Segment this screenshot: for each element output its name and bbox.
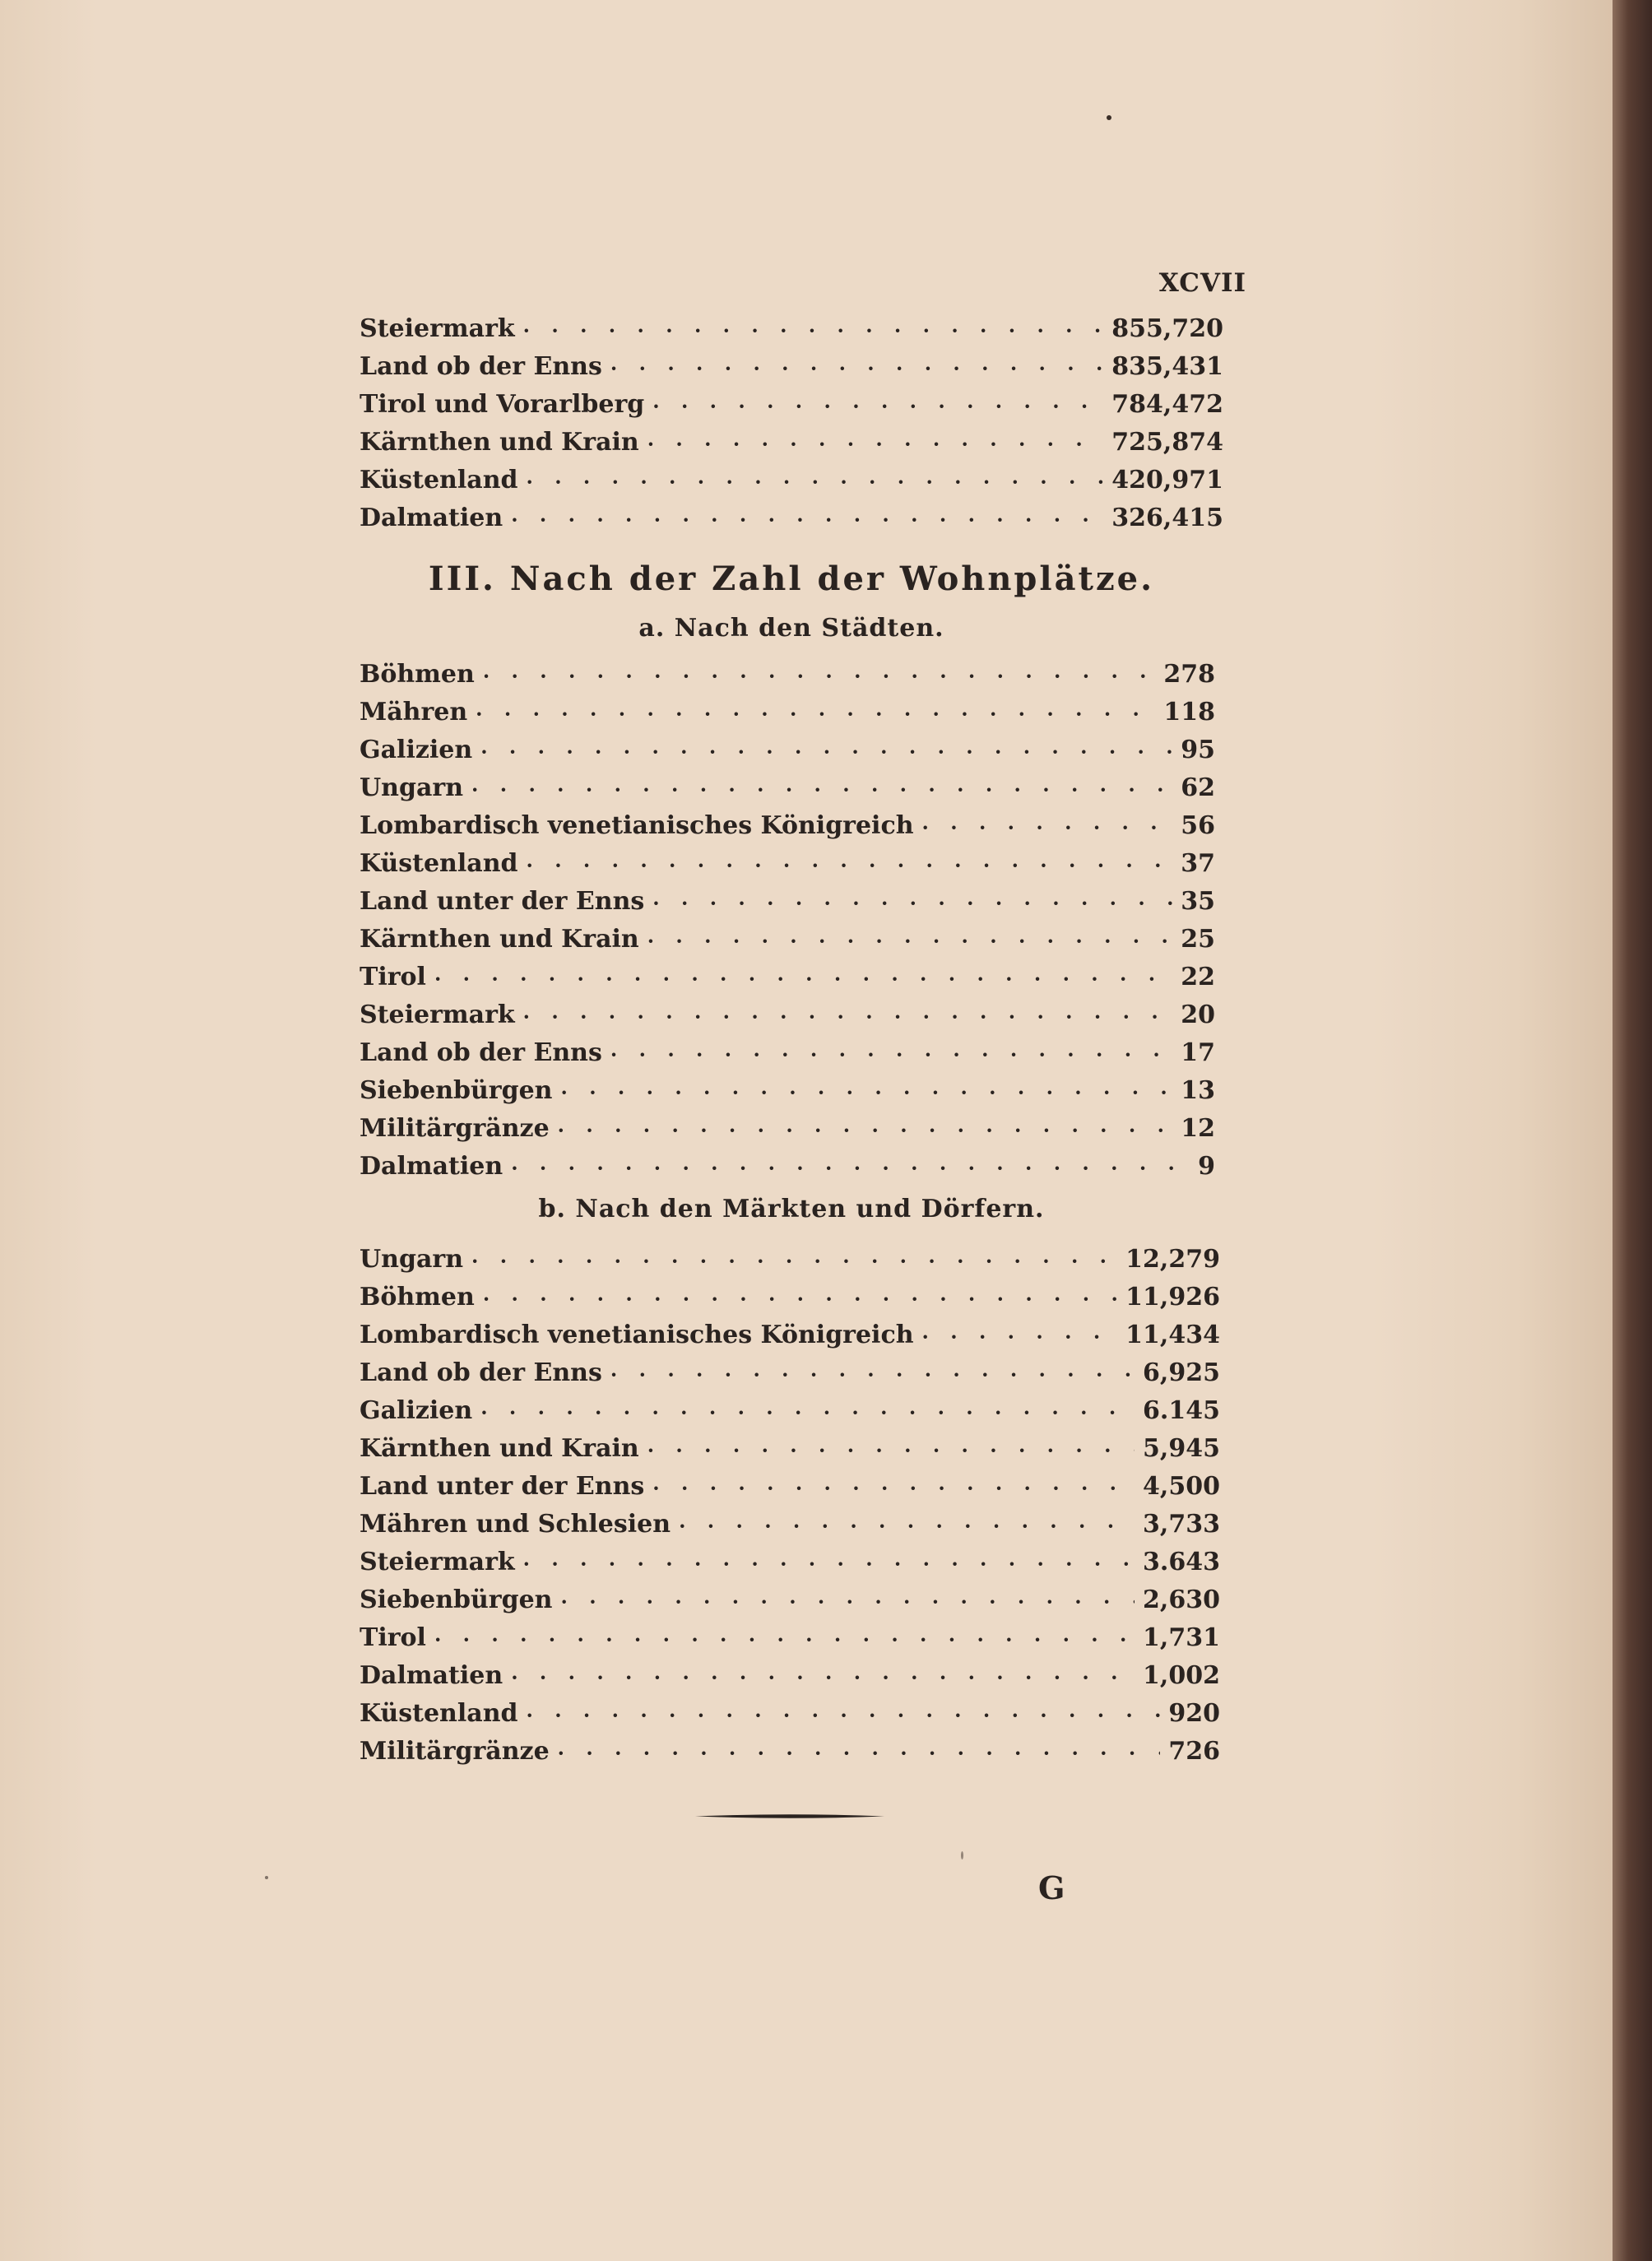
leader-dots (561, 1077, 1173, 1104)
list-item (360, 1148, 1215, 1184)
row-label: Dalmatien (360, 1660, 503, 1690)
row-value: 6,925 (1143, 1358, 1220, 1387)
list-item (360, 1316, 1220, 1353)
row-label: Land ob der Enns (360, 351, 602, 381)
row-label: Land ob der Enns (360, 1358, 602, 1387)
list-item (360, 883, 1215, 919)
row-value: 37 (1181, 848, 1215, 878)
row-value: 835,431 (1111, 351, 1223, 381)
leader-dots (610, 353, 1103, 380)
paper-speck (1107, 115, 1111, 120)
row-value: 62 (1181, 773, 1215, 802)
row-label: Kärnthen und Krain (360, 924, 639, 954)
section-heading: III. Nach der Zahl der Wohnplätze. (428, 559, 1155, 598)
row-label: Siebenbürgen (360, 1585, 553, 1614)
row-value: 25 (1181, 924, 1215, 954)
leader-dots (523, 1001, 1173, 1028)
paper-speck (265, 1876, 268, 1879)
row-label: Kärnthen und Krain (360, 1433, 639, 1463)
row-value: 11,926 (1125, 1282, 1220, 1312)
decorative-rule (695, 1813, 884, 1819)
row-value: 12 (1181, 1113, 1215, 1143)
leader-dots (610, 1039, 1172, 1066)
leader-dots (647, 429, 1104, 456)
row-value: 726 (1168, 1736, 1220, 1766)
list-item (360, 1241, 1220, 1277)
row-label: Steiermark (360, 1547, 515, 1576)
leader-dots (922, 1321, 1118, 1349)
list-item (360, 499, 1223, 536)
list-item (360, 1695, 1220, 1731)
leader-dots (483, 1284, 1117, 1311)
leader-dots (647, 1435, 1135, 1462)
row-label: Küstenland (360, 465, 518, 494)
list-item (360, 1110, 1215, 1146)
row-label: Land unter der Enns (360, 1471, 645, 1501)
row-value: 2,630 (1143, 1585, 1220, 1614)
leader-dots (652, 1473, 1135, 1500)
row-value: 12,279 (1125, 1244, 1220, 1274)
row-label: Militärgränze (360, 1736, 550, 1766)
list-item (360, 807, 1215, 843)
row-label: Tirol und Vorarlberg (360, 389, 645, 419)
row-label: Tirol (360, 1623, 426, 1652)
list-item (360, 1392, 1220, 1428)
row-label: Steiermark (360, 1000, 515, 1029)
row-value: 20 (1181, 1000, 1215, 1029)
leader-dots (471, 1246, 1117, 1273)
leader-dots (480, 1397, 1135, 1424)
list-item (360, 386, 1223, 422)
row-value: 56 (1181, 810, 1215, 840)
leader-dots (922, 812, 1173, 839)
list-item (360, 1657, 1220, 1693)
list-item (360, 1034, 1215, 1070)
list-item (360, 845, 1215, 881)
list-item (360, 769, 1215, 806)
row-value: 420,971 (1111, 465, 1223, 494)
row-label: Lombardisch venetianisches Königreich (360, 810, 914, 840)
leader-dots (647, 926, 1173, 953)
row-label: Tirol (360, 962, 426, 991)
list-item (360, 1430, 1220, 1466)
row-label: Militärgränze (360, 1113, 550, 1143)
list-item (360, 310, 1223, 346)
row-value: 9 (1198, 1151, 1215, 1181)
leader-dots (527, 850, 1173, 877)
row-label: Mähren und Schlesien (360, 1509, 671, 1539)
row-label: Ungarn (360, 1244, 464, 1274)
list-item (360, 1619, 1220, 1655)
list-item (360, 959, 1215, 995)
list-item (360, 424, 1223, 460)
row-value: 35 (1181, 886, 1215, 916)
row-label: Galizien (360, 735, 473, 764)
row-label: Böhmen (360, 659, 475, 689)
leader-dots (527, 467, 1104, 494)
list-item (360, 921, 1215, 957)
row-value: 11,434 (1125, 1320, 1220, 1349)
list-item (360, 1354, 1220, 1390)
leader-dots (434, 1624, 1135, 1651)
row-value: 855,720 (1111, 313, 1223, 343)
row-value: 17 (1181, 1038, 1215, 1067)
row-value: 13 (1181, 1075, 1215, 1105)
row-value: 784,472 (1111, 389, 1223, 419)
row-value: 1,002 (1143, 1660, 1220, 1690)
row-value: 326,415 (1111, 503, 1223, 532)
leader-dots (527, 1700, 1161, 1727)
list-item (360, 731, 1215, 768)
list-item (360, 1468, 1220, 1504)
row-value: 3.643 (1143, 1547, 1220, 1576)
row-value: 278 (1163, 659, 1215, 689)
list-item (360, 1581, 1220, 1618)
row-label: Siebenbürgen (360, 1075, 553, 1105)
row-value: 725,874 (1111, 427, 1223, 457)
signature-mark: G (1038, 1869, 1065, 1906)
leader-dots (652, 391, 1103, 418)
row-value: 920 (1168, 1698, 1220, 1728)
row-value: 5,945 (1143, 1433, 1220, 1463)
leader-dots (476, 699, 1155, 726)
leader-dots (652, 888, 1172, 915)
list-item (360, 1506, 1220, 1542)
row-label: Lombardisch venetianisches Königreich (360, 1320, 914, 1349)
list-item (360, 1072, 1215, 1108)
subsection-b-title: b. Nach den Märkten und Dörfern. (538, 1195, 1045, 1223)
leader-dots (511, 1662, 1135, 1689)
page-number: XCVII (1158, 268, 1246, 298)
leader-dots (434, 963, 1172, 991)
row-value: 4,500 (1143, 1471, 1220, 1501)
row-value: 22 (1181, 962, 1215, 991)
leader-dots (561, 1586, 1135, 1613)
row-label: Land unter der Enns (360, 886, 645, 916)
row-label: Dalmatien (360, 503, 503, 532)
leader-dots (610, 1359, 1135, 1386)
book-binding-edge (1613, 0, 1652, 2261)
leader-dots (511, 1153, 1190, 1180)
row-label: Böhmen (360, 1282, 475, 1312)
leader-dots (483, 661, 1156, 688)
list-item (360, 348, 1223, 384)
row-label: Steiermark (360, 313, 515, 343)
row-label: Küstenland (360, 848, 518, 878)
list-item (360, 462, 1223, 498)
row-value: 6.145 (1143, 1395, 1220, 1425)
row-label: Mähren (360, 697, 468, 727)
list-item (360, 694, 1215, 730)
list-item (360, 1544, 1220, 1580)
row-label: Ungarn (360, 773, 464, 802)
leader-dots (558, 1738, 1161, 1765)
row-value: 118 (1163, 697, 1215, 727)
row-label: Kärnthen und Krain (360, 427, 639, 457)
row-value: 95 (1181, 735, 1215, 764)
row-label: Dalmatien (360, 1151, 503, 1181)
leader-dots (679, 1511, 1135, 1538)
row-value: 3,733 (1143, 1509, 1220, 1539)
paper-speck (961, 1851, 963, 1859)
leader-dots (471, 774, 1172, 801)
subsection-a-title: a. Nach den Städten. (638, 614, 944, 643)
list-item (360, 1733, 1220, 1769)
row-label: Galizien (360, 1395, 473, 1425)
list-item (360, 996, 1215, 1033)
list-item (360, 656, 1215, 692)
leader-dots (480, 736, 1172, 764)
leader-dots (523, 315, 1104, 342)
row-value: 1,731 (1143, 1623, 1220, 1652)
list-item (360, 1279, 1220, 1315)
row-label: Land ob der Enns (360, 1038, 602, 1067)
leader-dots (523, 1548, 1135, 1576)
leader-dots (558, 1115, 1173, 1142)
leader-dots (511, 504, 1103, 532)
row-label: Küstenland (360, 1698, 518, 1728)
